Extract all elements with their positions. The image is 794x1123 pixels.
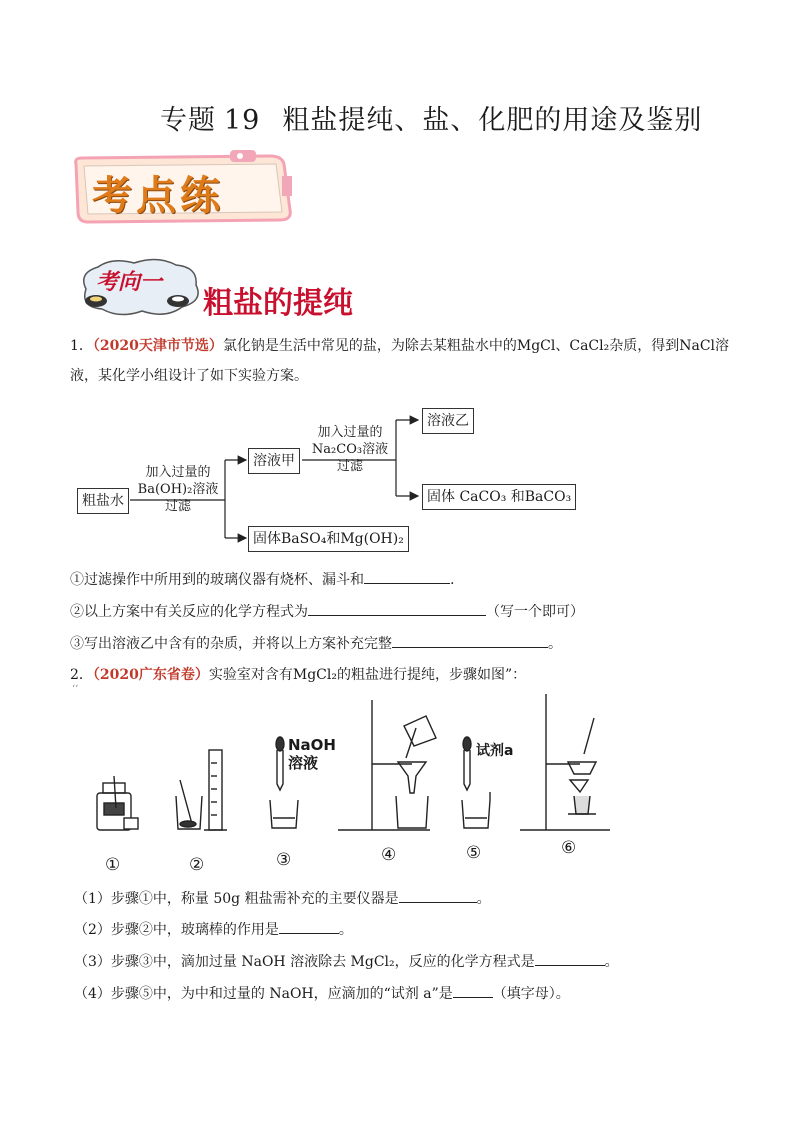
naoh-label-1: NaOH xyxy=(288,736,336,754)
q2-part3 xyxy=(74,951,619,971)
flow-filtrate-b-box: 溶液乙 xyxy=(422,408,474,434)
q2-part2-text: （2）步骤②中，玻璃棒的作用是 xyxy=(74,922,279,938)
q2-mark: ‘‘ xyxy=(72,684,79,695)
title-prefix: 专题 xyxy=(160,105,216,136)
flow-solid-b-box: 固体 CaCO₃ 和BaCO₃ xyxy=(422,484,576,510)
q2-part3-end: 。 xyxy=(604,954,619,970)
q1-sub1-text: ①过滤操作中所用到的玻璃仪器有烧杯、漏斗和 xyxy=(70,572,364,588)
q2-part1-end: 。 xyxy=(476,891,491,907)
flow-reagent2-l2: Na₂CO₃溶液 xyxy=(311,442,389,457)
flow-reagent1-l1: 加入过量的 xyxy=(145,465,211,480)
q2-intro xyxy=(70,665,526,685)
q1-sub2 xyxy=(70,601,584,621)
q1-sub3 xyxy=(70,633,562,653)
q2-part4-blank[interactable] xyxy=(453,983,493,998)
flow-solid-a-box: 固体BaSO₄和Mg(OH)₂ xyxy=(248,526,409,552)
flow-start-box: 粗盐水 xyxy=(77,488,129,514)
lab-apparatus-icon xyxy=(80,688,640,863)
flow-reagent2-l3: 过滤 xyxy=(336,459,363,474)
naoh-label xyxy=(288,736,336,772)
q1-source: （2020天津市节选） xyxy=(92,338,223,354)
q1-sub1-end: . xyxy=(450,572,455,588)
kaodian-badge xyxy=(70,150,300,230)
flow-reagent2 xyxy=(304,424,396,475)
flow-reagent1-l2: Ba(OH)₂溶液 xyxy=(137,482,219,497)
q2-part4-end: （填字母）。 xyxy=(492,986,570,1002)
step-label-6: ⑥ xyxy=(561,838,577,858)
step-label-4: ④ xyxy=(381,845,397,865)
flow-reagent1 xyxy=(132,464,224,515)
q1-sub3-end: 。 xyxy=(548,636,562,652)
reagent-a-label: 试剂a xyxy=(476,743,514,759)
q1-sub2-end: （写一个即可） xyxy=(486,604,584,620)
step-label-3: ③ xyxy=(276,850,292,870)
q2-part3-text: （3）步骤③中，滴加过量 NaOH 溶液除去 MgCl₂，反应的化学方程式是 xyxy=(74,954,535,970)
section-title: 粗盐的提纯 xyxy=(203,286,353,321)
q2-part1 xyxy=(74,888,491,908)
section-tag-label: 考向一 xyxy=(96,270,163,295)
q1-sub1 xyxy=(70,569,454,589)
q1-line1 xyxy=(70,336,729,356)
q2-part4 xyxy=(74,983,570,1003)
q2-part1-text: （1）步骤①中，称量 50g 粗盐需补充的主要仪器是 xyxy=(74,891,399,907)
q2-part4-text: （4）步骤⑤中，为中和过量的 NaOH，应滴加的“试剂 a”是 xyxy=(74,986,453,1002)
flow-reagent1-l3: 过滤 xyxy=(164,499,191,514)
q2-apparatus xyxy=(80,688,640,863)
q1-text-1: 氯化钠是生活中常见的盐，为除去某粗盐水中的MgCl、CaCl₂杂质，得到NaCl溶 xyxy=(222,338,730,354)
q2-intro-text: 实验室对含有MgCl₂的粗盐进行提纯，步骤如图”： xyxy=(208,667,527,683)
step-label-5: ⑤ xyxy=(466,843,482,863)
q1-sub1-blank[interactable] xyxy=(364,569,450,584)
q2-part2-blank[interactable] xyxy=(279,919,339,934)
q2-part2-end: 。 xyxy=(338,922,353,938)
naoh-label-2: 溶液 xyxy=(288,754,319,772)
q2-number: 2． xyxy=(70,667,93,683)
badge-label: 考点练 xyxy=(92,173,224,219)
q1-sub2-text: ②以上方案中有关反应的化学方程式为 xyxy=(70,604,308,620)
q1-sub2-blank[interactable] xyxy=(308,601,486,616)
q1-line2: 液，某化学小组设计了如下实验方案。 xyxy=(70,368,308,384)
flow-filtrate-a-box: 溶液甲 xyxy=(248,448,300,474)
q1-sub3-blank[interactable] xyxy=(392,633,548,648)
q2-source: （2020广东省卷） xyxy=(92,667,209,683)
page-title xyxy=(160,98,702,137)
flow-reagent2-l1: 加入过量的 xyxy=(317,425,383,440)
q1-sub3-text: ③写出溶液乙中含有的杂质，并将以上方案补充完整 xyxy=(70,636,392,652)
q2-part2 xyxy=(74,919,353,939)
q2-part1-blank[interactable] xyxy=(399,888,477,903)
title-text: 粗盐提纯、盐、化肥的用途及鉴别 xyxy=(282,105,703,136)
q2-part3-blank[interactable] xyxy=(535,951,605,966)
q1-flowchart xyxy=(70,400,630,560)
q1-number: 1． xyxy=(70,338,93,354)
step-label-1: ① xyxy=(105,855,121,875)
step-label-2: ② xyxy=(189,855,205,875)
title-number: 19 xyxy=(224,105,261,136)
